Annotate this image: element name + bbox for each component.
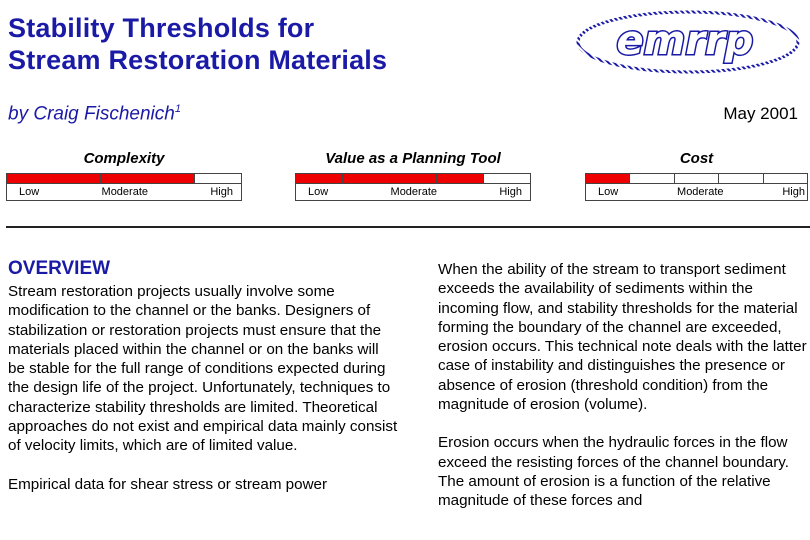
scale-moderate: Moderate [677,186,724,198]
scale-low: Low [308,186,329,198]
publication-date: May 2001 [723,104,798,123]
scale-high: High [782,186,805,198]
rating-segment [390,174,437,183]
rating-segment [630,174,674,183]
svg-text:emrrp: emrrp [616,18,754,64]
rating-scale [295,184,531,201]
scale-moderate: Moderate [101,186,149,198]
rating-segment [7,174,54,183]
emrrp-logo [573,6,803,78]
rating-segment [586,174,630,183]
rating-planning-value [295,150,531,201]
scale-low: Low [19,186,40,198]
rating-segment [764,174,807,183]
scale-moderate: Moderate [390,186,438,198]
document-title [8,12,387,76]
rating-segment [437,174,484,183]
section-divider [6,226,810,228]
title-line-2: Stream Restoration Materials [8,45,388,75]
rating-bar [6,173,242,184]
rating-segment [484,174,530,183]
author-line [8,103,181,125]
rating-bar [295,173,531,184]
rating-title: Value as a Planning Tool [325,150,501,167]
rating-segment [101,174,148,183]
body-paragraph: Stream restoration projects usually involve some modification to the channel or the banks. Designers of stabilization or restoration projects must ensure that the materials placed within the channel or on the banks will be stable for the full range of conditions expected during the design life of the project. Unfortunately, techniques to characterize stability thresholds are limited. Theoretical approaches do not exist and empirical data mainly consist of velocity limits, which are of limited value. [8,283,398,455]
rating-segment [343,174,390,183]
rating-complexity [6,150,242,201]
rating-title: Complexity [83,150,165,167]
rating-segment [54,174,101,183]
rating-segment [148,174,195,183]
title-line-1: Stability Thresholds for [8,13,315,43]
rating-cost [585,150,808,201]
rating-title: Cost [679,150,714,167]
scale-high: High [210,186,233,198]
right-column [438,260,810,530]
rating-bar [585,173,808,184]
scale-low: Low [598,186,619,198]
left-column [8,258,398,513]
rating-segment [296,174,343,183]
rating-scale [6,184,242,201]
rating-segment [719,174,763,183]
scale-high: High [499,186,522,198]
overview-heading: OVERVIEW [8,258,111,279]
author-name: by Craig Fischenich [8,103,175,125]
body-paragraph: Empirical data for shear stress or stream power [8,475,328,493]
rating-segment [675,174,719,183]
body-paragraph: Erosion occurs when the hydraulic forces in the flow exceed the resisting forces of the channel boundary. The amount of erosion is a function of the relative magnitude of these forces and [438,434,789,510]
rating-scale [585,184,808,201]
body-paragraph: When the ability of the stream to transport sediment exceeds the availability of sediments within the incoming flow, and stability thresholds for the material forming the boundary of the channel are exceeded, erosion occurs. This technical note deals with the latter case of instability and distinguishes the presence or absence of erosion (threshold condition) from the magnitude of erosion (volume). [438,261,807,414]
rating-segment [195,174,241,183]
author-footnote-marker: 1 [174,103,181,115]
